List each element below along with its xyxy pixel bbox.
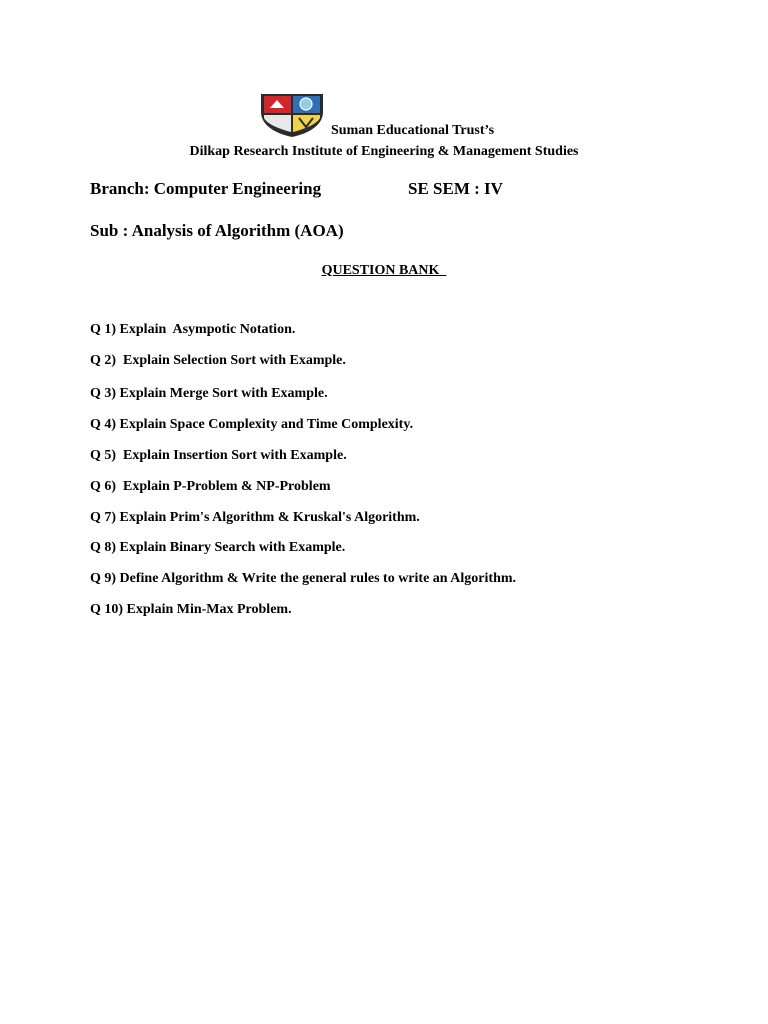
subject-label: Sub : Analysis of Algorithm (AOA) xyxy=(90,221,344,240)
semester-label: SE SEM : IV xyxy=(408,179,503,198)
question-item-3: Q 3) Explain Merge Sort with Example. xyxy=(90,386,328,401)
question-item-6: Q 6) Explain P-Problem & NP-Problem xyxy=(90,479,331,494)
institute-crest-icon xyxy=(259,92,325,138)
question-item-10: Q 10) Explain Min-Max Problem. xyxy=(90,602,292,617)
question-bank-title: QUESTION BANK xyxy=(321,263,447,278)
question-item-4: Q 4) Explain Space Complexity and Time Complexity. xyxy=(90,417,414,432)
question-item-1: Q 1) Explain Asympotic Notation. xyxy=(90,322,296,337)
question-item-2: Q 2) Explain Selection Sort with Example. xyxy=(90,353,346,368)
branch-label: Branch: Computer Engineering xyxy=(90,179,322,198)
question-item-7: Q 7) Explain Prim's Algorithm & Kruskal's Algorithm. xyxy=(90,510,420,525)
trust-name: Suman Educational Trust’s xyxy=(331,123,495,138)
institute-name: Dilkap Research Institute of Engineering & Management Studies xyxy=(189,144,579,159)
question-item-9: Q 9) Define Algorithm & Write the general rules to write an Algorithm. xyxy=(90,571,517,586)
question-item-8: Q 8) Explain Binary Search with Example. xyxy=(90,540,346,555)
question-item-5: Q 5) Explain Insertion Sort with Example. xyxy=(90,448,347,463)
